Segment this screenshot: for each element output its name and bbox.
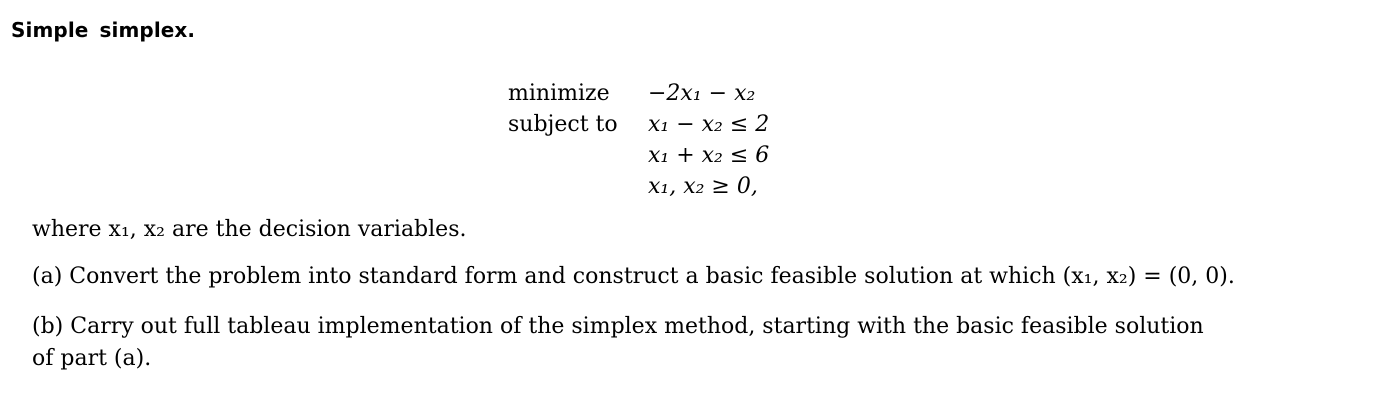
linear-program: [508, 78, 769, 202]
part-b: [32, 311, 1352, 375]
part-b-line-2: of part (a).: [32, 346, 152, 371]
variables-sentence: where x₁, x₂ are the decision variables.: [32, 217, 467, 242]
constraints-label: subject to: [508, 112, 618, 137]
objective-label: minimize: [508, 81, 610, 106]
constraint-row-2: [508, 140, 769, 171]
problem-title: Simple simplex.: [11, 18, 196, 42]
constraint-nonnegativity: x₁, x₂ ≥ 0,: [648, 174, 758, 199]
constraint-2: x₁ + x₂ ≤ 6: [648, 143, 770, 168]
part-a: (a) Convert the problem into standard form and construct a basic feasible solution at which (x₁, x₂) = (0, 0).: [32, 264, 1235, 289]
objective-row: [508, 78, 769, 109]
part-b-line-1: (b) Carry out full tableau implementation of the simplex method, starting with the basic feasible solution: [32, 314, 1204, 339]
objective-expression: −2x₁ − x₂: [648, 81, 756, 106]
constraint-row-1: [508, 109, 769, 140]
constraint-1: x₁ − x₂ ≤ 2: [648, 112, 770, 137]
constraint-row-3: [508, 171, 769, 202]
